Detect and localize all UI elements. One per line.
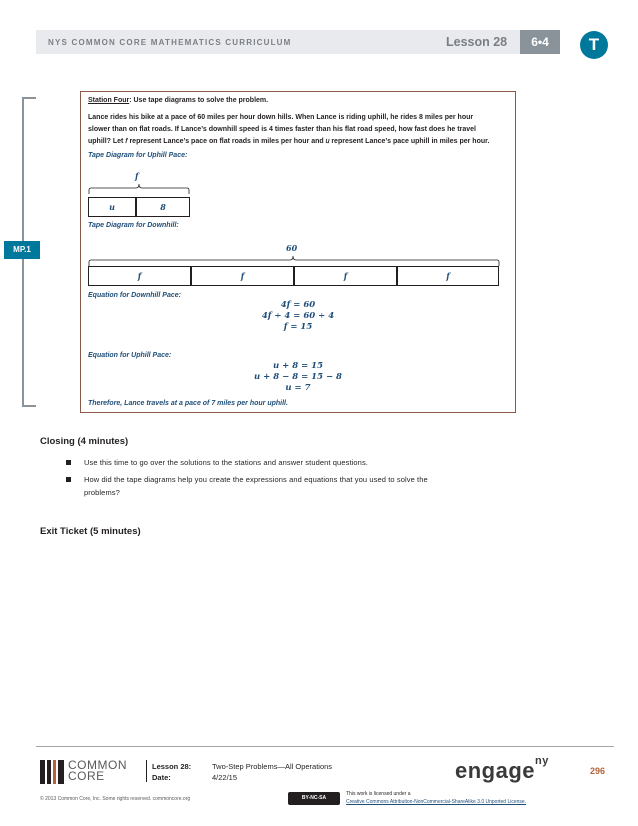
footer-date-label: Date:	[152, 773, 171, 782]
bullet-1	[66, 458, 74, 466]
problem-line-1: Lance rides his bike at a pace of 60 miles per hour down hills. When Lance is riding uphill, he rides 8 miles per hour	[88, 114, 474, 121]
footer-divider	[146, 760, 147, 782]
uphill-equation-3: u = 7	[285, 383, 311, 393]
cc-license-badge: BY-NC-SA	[288, 792, 340, 805]
mp-bracket-top	[22, 97, 36, 99]
copyright-notice: © 2013 Common Core, Inc. Some rights reserved. commoncore.org	[40, 796, 191, 802]
grade-module-badge: 6•4	[520, 30, 560, 54]
uphill-cell-u-text: u	[109, 202, 115, 212]
footer-rule	[36, 746, 614, 747]
uphill-equation-1: u + 8 = 15	[272, 361, 323, 371]
downhill-cell-2-text: f	[240, 271, 245, 281]
station-problem	[88, 112, 512, 148]
uphill-equation-2: u + 8 − 8 = 15 − 8	[254, 372, 342, 382]
closing-bullet-2-cont: problems?	[84, 488, 120, 497]
mp-bracket-bottom	[22, 405, 36, 407]
footer-lesson-label: Lesson 28:	[152, 762, 192, 771]
uphill-brace	[88, 180, 190, 196]
common-core-logo	[40, 760, 140, 784]
common-core-logo-icon	[40, 760, 64, 784]
footer-date-value: 4/22/15	[212, 773, 238, 782]
downhill-equation-2: 4f ÷ 4 = 60 ÷ 4	[261, 311, 335, 321]
engageny-logo: engage$^{ny}$	[455, 755, 549, 783]
curriculum-title: NYS COMMON CORE MATHEMATICS CURRICULUM	[48, 38, 292, 47]
problem-line-2: slower than on flat roads. If Lance’s downhill speed is 4 times faster than his flat road speed, how fast does he travel	[88, 126, 476, 133]
closing-heading: Closing (4 minutes)	[40, 436, 129, 447]
uphill-equation-label: Equation for Uphill Pace:	[88, 352, 172, 359]
station-title-prefix: Station Four	[88, 97, 130, 104]
license-link[interactable]: Creative Commons Attribution-NonCommercial-ShareAlike 3.0 Unported License.	[346, 799, 527, 805]
downhill-equation-label: Equation for Downhill Pace:	[88, 292, 181, 299]
license-text: This work is licensed under a	[346, 791, 411, 797]
closing-bullet-2: How did the tape diagrams help you create the expressions and equations that you used to solve the	[84, 475, 428, 484]
station-title-rest: : Use tape diagrams to solve the problem.	[129, 97, 269, 104]
closing-bullet-1: Use this time to go over the solutions to the stations and answer student questions.	[84, 458, 368, 467]
downhill-cell-1-text: f	[137, 271, 142, 281]
footer-lesson-value: Two-Step Problems—All Operations	[212, 762, 333, 771]
problem-line-3: uphill? Let 𝑓 represent Lance’s pace on flat roads in miles per hour and 𝑢 represent Lance’s pace uphill in miles per hour.	[88, 138, 490, 145]
downhill-equation-1: 4f = 60	[280, 300, 316, 310]
uphill-brace-label: f	[135, 171, 139, 181]
uphill-tape-label: Tape Diagram for Uphill Pace:	[88, 152, 188, 159]
downhill-tape-label: Tape Diagram for Downhill:	[88, 222, 179, 229]
mp-badge: MP.1	[4, 241, 40, 259]
common-core-wordmark: COMMON CORE	[68, 758, 127, 783]
bullet-2	[66, 475, 74, 483]
exit-ticket-heading: Exit Ticket (5 minutes)	[40, 526, 141, 537]
teacher-edition-badge: T	[580, 31, 608, 59]
station-title	[88, 97, 268, 104]
lesson-title: Lesson 28	[446, 35, 508, 49]
page-number: 296	[590, 766, 606, 776]
uphill-cell-8-text: 8	[160, 202, 166, 212]
downhill-equation-3: f = 15	[283, 322, 313, 332]
downhill-cell-3-text: f	[343, 271, 348, 281]
conclusion: Therefore, Lance travels at a pace of 7 miles per hour uphill.	[88, 400, 288, 407]
downhill-brace-label: 60	[286, 243, 298, 253]
downhill-cell-4-text: f	[446, 271, 450, 281]
